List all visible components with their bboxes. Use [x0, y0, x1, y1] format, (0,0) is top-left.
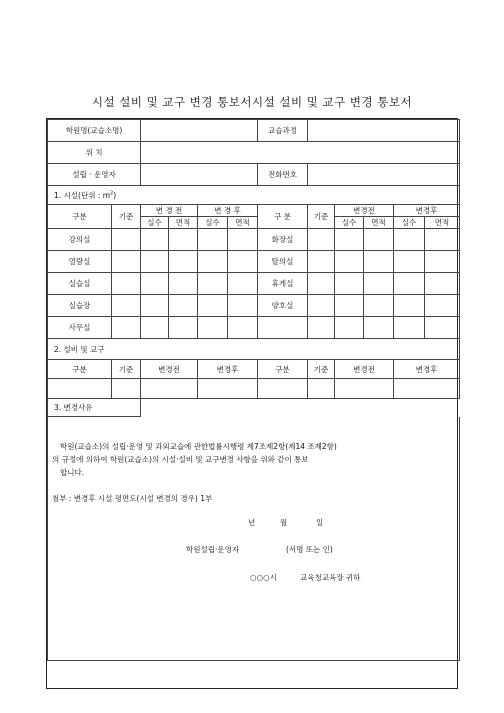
- notification-form: [46, 118, 458, 689]
- cell[interactable]: [394, 295, 425, 317]
- cell[interactable]: [169, 273, 198, 295]
- sub-area: 면적: [364, 217, 394, 229]
- equipment-row: [48, 379, 460, 399]
- cell[interactable]: [335, 295, 364, 317]
- facility-row: [48, 273, 460, 295]
- cell[interactable]: [112, 251, 141, 273]
- section1-label-suffix: ): [113, 190, 117, 200]
- cell[interactable]: [228, 273, 258, 295]
- academy-name-field[interactable]: [141, 120, 258, 142]
- col-after-2: 변경후: [394, 205, 460, 217]
- cell[interactable]: [112, 379, 141, 399]
- date-year: 년: [248, 518, 256, 527]
- cell[interactable]: [141, 229, 169, 251]
- cell[interactable]: [198, 379, 258, 399]
- cell[interactable]: [169, 251, 198, 273]
- cell[interactable]: [335, 317, 364, 339]
- facility-label: 실습실: [48, 273, 112, 295]
- cell[interactable]: [364, 273, 394, 295]
- equip-col-after: 변경후: [198, 360, 258, 379]
- cell[interactable]: [169, 317, 198, 339]
- cell[interactable]: [198, 251, 228, 273]
- cell[interactable]: [335, 379, 394, 399]
- signature-note: (서명 또는 인): [286, 545, 333, 554]
- cell[interactable]: [364, 229, 394, 251]
- sub-count: 실수: [141, 217, 169, 229]
- course-label: 교습과정: [258, 120, 308, 142]
- reason-spacer: [141, 399, 460, 417]
- facility-row: [48, 317, 460, 339]
- cell[interactable]: [112, 273, 141, 295]
- date-month: 월: [280, 518, 288, 527]
- cell[interactable]: [258, 379, 308, 399]
- facility-row: [48, 229, 460, 251]
- equip-col-gubun: 구분: [48, 360, 112, 379]
- cell[interactable]: [141, 317, 169, 339]
- cell[interactable]: [228, 317, 258, 339]
- section1-label: 1. 시설(단위 : m: [54, 190, 111, 200]
- cell[interactable]: [394, 273, 425, 295]
- cell[interactable]: [228, 251, 258, 273]
- cell[interactable]: [169, 229, 198, 251]
- course-field[interactable]: [308, 120, 460, 142]
- section2-header: 2. 설비 및 교구: [48, 339, 460, 360]
- cell[interactable]: [198, 317, 228, 339]
- cell[interactable]: [308, 295, 335, 317]
- facility-label: 휴게실: [258, 273, 308, 295]
- cell[interactable]: [335, 251, 364, 273]
- form-table: [47, 119, 460, 661]
- facility-row: [48, 295, 460, 317]
- location-label: 위 치: [48, 142, 141, 164]
- location-field[interactable]: [141, 142, 460, 164]
- document-title: 시설 설비 및 교구 변경 통보서시설 설비 및 교구 변경 통보서: [91, 95, 413, 109]
- cell[interactable]: [198, 295, 228, 317]
- sub-count: 실수: [394, 217, 425, 229]
- attachment-note: 첨부 : 변경후 시설 평면도(시설 변경의 경우) 1부: [52, 494, 213, 503]
- facility-label: 탈의실: [258, 251, 308, 273]
- founder-field[interactable]: [141, 164, 258, 186]
- cell[interactable]: [112, 295, 141, 317]
- sub-area: 면적: [228, 217, 258, 229]
- col-gijun: 기준: [112, 205, 141, 229]
- cell[interactable]: [228, 295, 258, 317]
- cell[interactable]: [112, 317, 141, 339]
- equip-col-before: 변경전: [141, 360, 198, 379]
- section1-label-sup: 2: [110, 190, 114, 196]
- cell[interactable]: [141, 295, 169, 317]
- cell[interactable]: [425, 273, 460, 295]
- cell[interactable]: [425, 295, 460, 317]
- notice-area: [48, 417, 460, 661]
- recipient: 교육청교육장 귀하: [300, 573, 361, 582]
- cell[interactable]: [169, 295, 198, 317]
- cell[interactable]: [112, 229, 141, 251]
- cell[interactable]: [394, 379, 460, 399]
- date-day: 일: [316, 518, 324, 527]
- cell[interactable]: [308, 317, 335, 339]
- sub-area: 면적: [169, 217, 198, 229]
- facility-label: 실습장: [48, 295, 112, 317]
- cell[interactable]: [141, 251, 169, 273]
- cell[interactable]: [308, 273, 335, 295]
- cell[interactable]: [364, 317, 394, 339]
- cell[interactable]: [141, 273, 169, 295]
- facility-label: 화장실: [258, 229, 308, 251]
- phone-label: 전화번호: [258, 164, 308, 186]
- cell[interactable]: [394, 317, 425, 339]
- cell[interactable]: [425, 229, 460, 251]
- col-gubun-2: 구 분: [258, 205, 308, 229]
- cell[interactable]: [198, 229, 228, 251]
- col-after: 변 경 후: [198, 205, 258, 217]
- founder-label: 설립 · 운영자: [48, 164, 141, 186]
- notice-line-3: 합니다.: [60, 468, 85, 477]
- equip-col-gubun-2: 구분: [258, 360, 308, 379]
- notice-line-1: 학원(교습소)의 설립·운영 및 과외교습에 관한법률시행령 제7조제2항(제14 조제2항): [60, 442, 337, 451]
- sub-count: 실수: [335, 217, 364, 229]
- facility-label: [258, 317, 308, 339]
- col-before-2: 변경전: [335, 205, 394, 217]
- cell[interactable]: [48, 379, 112, 399]
- sub-area: 면적: [425, 217, 460, 229]
- cell[interactable]: [308, 229, 335, 251]
- section3-header: 3. 변경사유: [48, 399, 141, 417]
- academy-name-label: 학원명(교습소명): [48, 120, 141, 142]
- cell[interactable]: [228, 229, 258, 251]
- equip-col-after-2: 변경후: [394, 360, 460, 379]
- facility-label: 사무실: [48, 317, 112, 339]
- col-before: 변 경 전: [141, 205, 198, 217]
- col-gijun-2: 기준: [308, 205, 335, 229]
- cell[interactable]: [141, 379, 198, 399]
- facility-row: [48, 251, 460, 273]
- equip-col-gijun-2: 기준: [308, 360, 335, 379]
- signer-label: 학원설립·운영자: [186, 545, 240, 554]
- cell[interactable]: [308, 379, 335, 399]
- sub-count: 실수: [198, 217, 228, 229]
- cell[interactable]: [335, 273, 364, 295]
- facility-label: 열람실: [48, 251, 112, 273]
- recipient-prefix: ○○○시: [250, 573, 277, 582]
- cell[interactable]: [425, 317, 460, 339]
- facility-label: 강의실: [48, 229, 112, 251]
- equip-col-before-2: 변경전: [335, 360, 394, 379]
- cell[interactable]: [364, 251, 394, 273]
- facility-label: 양호실: [258, 295, 308, 317]
- cell[interactable]: [308, 251, 335, 273]
- notice-line-2: 의 규정에 의하여 학원(교습소)의 시설·설비 및 교구변경 사항을 위와 같이 통보: [52, 455, 309, 464]
- equip-col-gijun: 기준: [112, 360, 141, 379]
- cell[interactable]: [364, 295, 394, 317]
- phone-field[interactable]: [308, 164, 460, 186]
- col-gubun: 구분: [48, 205, 112, 229]
- cell[interactable]: [198, 273, 228, 295]
- cell[interactable]: [335, 229, 364, 251]
- cell[interactable]: [394, 251, 425, 273]
- section1-header: [48, 186, 460, 205]
- cell[interactable]: [394, 229, 425, 251]
- cell[interactable]: [425, 251, 460, 273]
